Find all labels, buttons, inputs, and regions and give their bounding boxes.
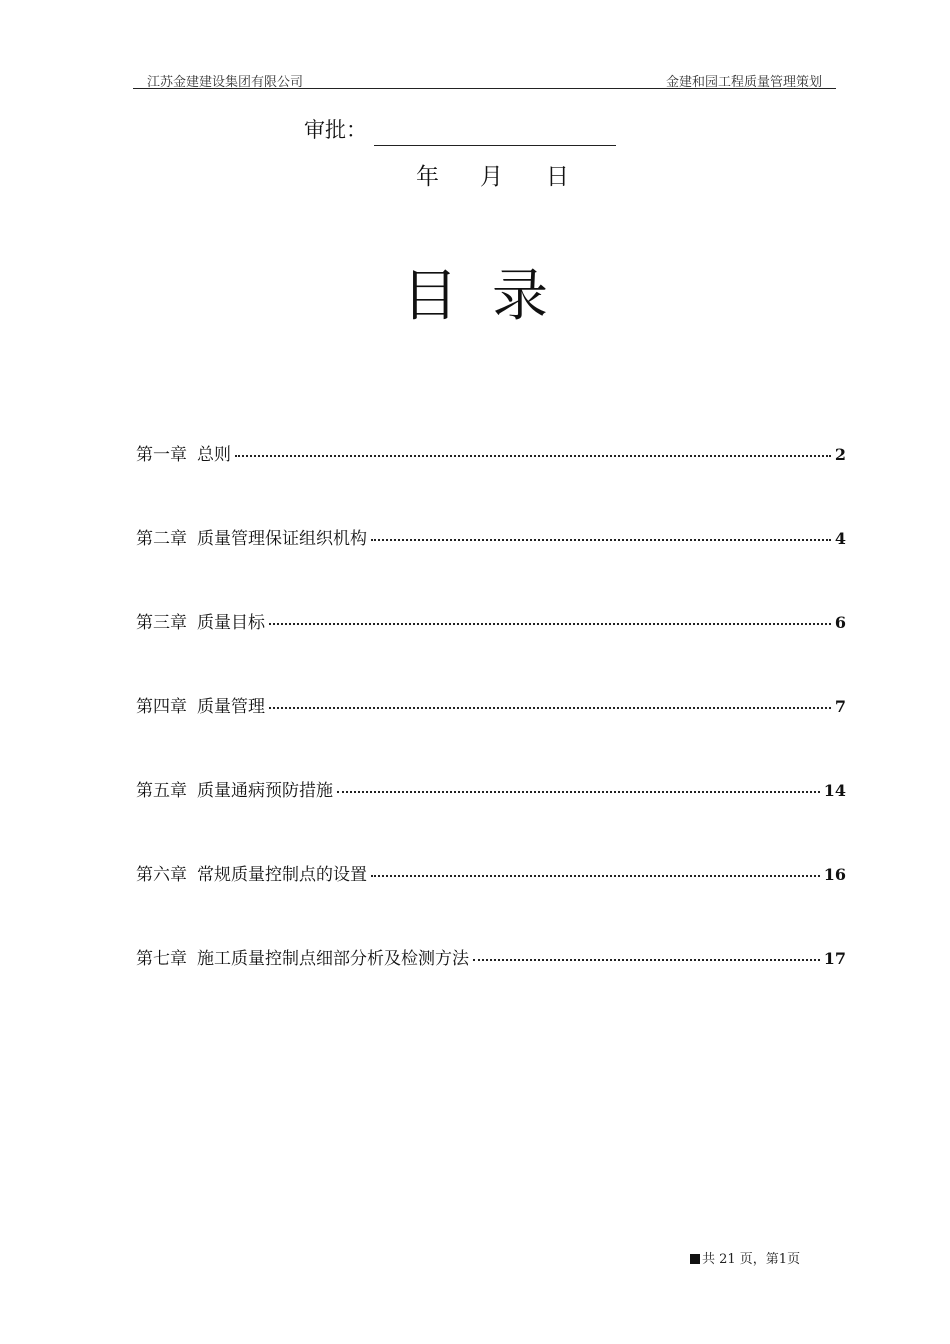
date-day: 日: [546, 164, 569, 190]
toc-chapter: 第四章: [136, 697, 187, 717]
date-month: 月: [480, 164, 503, 190]
toc-item[interactable]: [136, 860, 846, 886]
toc-name: 总则: [197, 445, 231, 465]
toc-item[interactable]: [136, 608, 846, 634]
approval-label: 审批：: [304, 118, 367, 142]
black-square-icon: [690, 1254, 700, 1264]
toc-name: 质量通病预防措施: [197, 781, 333, 801]
toc-chapter: 第六章: [136, 865, 187, 885]
toc-page: 16: [823, 865, 846, 884]
toc-leader-dots: [269, 609, 831, 625]
toc-leader-dots: [371, 525, 831, 541]
toc-chapter: 第七章: [136, 949, 187, 969]
page-count: 共 21 页，第1页: [702, 1252, 801, 1267]
toc-item[interactable]: [136, 944, 846, 970]
toc-page: 2: [834, 445, 846, 464]
toc-item[interactable]: [136, 776, 846, 802]
toc-item[interactable]: [136, 692, 846, 718]
toc-page: 6: [834, 613, 846, 632]
toc-page: 17: [823, 949, 846, 968]
toc-page: 4: [834, 529, 846, 548]
toc-title: 目录: [402, 264, 582, 329]
page-footer: [690, 1248, 800, 1267]
approval-signature-line: [374, 145, 616, 146]
toc-chapter: 第三章: [136, 613, 187, 633]
toc-item[interactable]: [136, 524, 846, 550]
toc-leader-dots: [337, 777, 820, 793]
toc-name: 质量管理: [197, 697, 265, 717]
toc-page: 14: [823, 781, 846, 800]
toc-chapter: 第一章: [136, 445, 187, 465]
toc-leader-dots: [473, 945, 820, 961]
toc-name: 质量目标: [197, 613, 265, 633]
toc-page: 7: [834, 697, 846, 716]
toc-name: 施工质量控制点细部分析及检测方法: [197, 949, 469, 969]
page-header: [133, 68, 836, 89]
toc-chapter: 第五章: [136, 781, 187, 801]
toc-leader-dots: [269, 693, 831, 709]
toc-name: 常规质量控制点的设置: [197, 865, 367, 885]
toc-leader-dots: [235, 441, 831, 457]
toc-leader-dots: [371, 861, 820, 877]
date-year: 年: [416, 164, 439, 190]
toc-name: 质量管理保证组织机构: [197, 529, 367, 549]
toc-item[interactable]: [136, 440, 846, 466]
header-document-title: 金建和园工程质量管理策划: [665, 75, 822, 90]
header-company: 江苏金建建设集团有限公司: [147, 75, 304, 90]
toc-chapter: 第二章: [136, 529, 187, 549]
